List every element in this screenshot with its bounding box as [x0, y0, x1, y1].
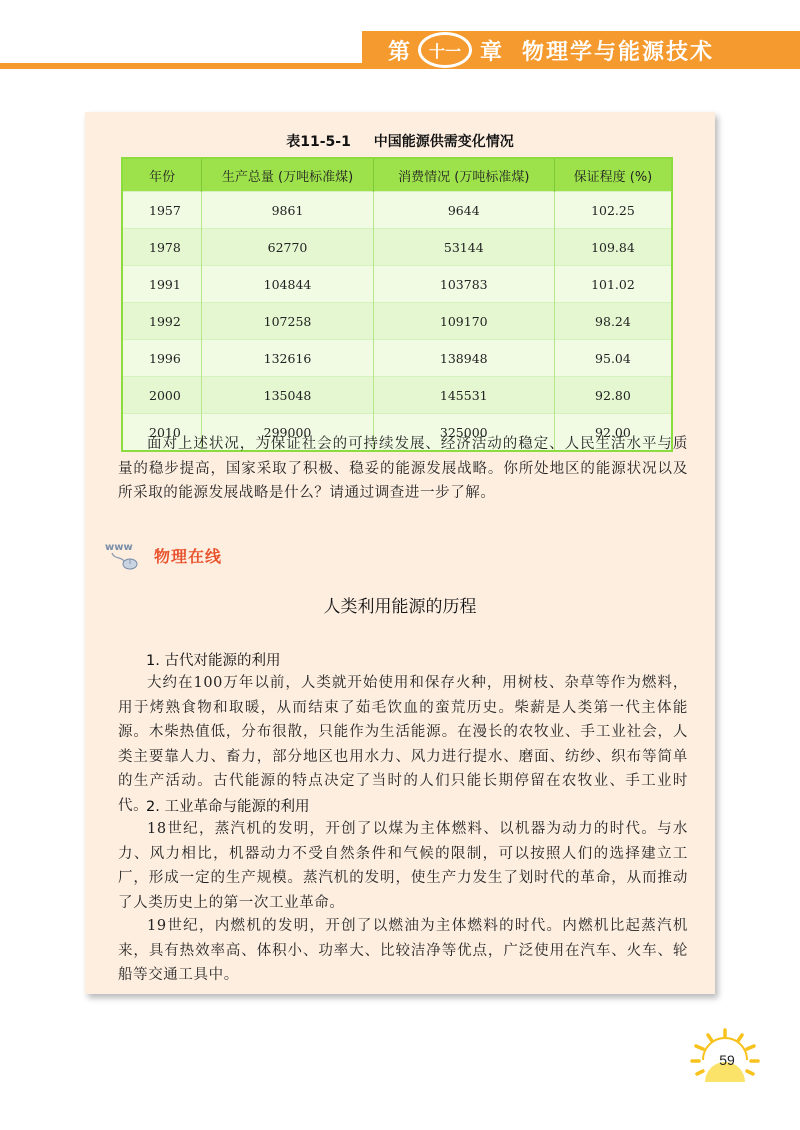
- cell-consumption: 138948: [373, 340, 554, 377]
- energy-supply-demand-table: [121, 157, 673, 452]
- cell-year: 1992: [122, 303, 202, 340]
- cell-guarantee: 98.24: [554, 303, 672, 340]
- table-row: [122, 192, 672, 229]
- cell-consumption: 109170: [373, 303, 554, 340]
- cell-guarantee: 109.84: [554, 229, 672, 266]
- cell-year: 2010: [122, 414, 202, 452]
- chapter-header: [388, 30, 714, 70]
- cell-year: 1996: [122, 340, 202, 377]
- section-1-text: 大约在100万年以前，人类就开始使用和保存火种，用树枝、杂草等作为燃料，用于烤熟食物和取暖，从而结束了茹毛饮血的蛮荒历史。柴薪是人类第一代主体能源。木柴热值低，分布很散，只能作为生活能源。在漫长的农牧业、手工业社会，人类主要靠人力、畜力，部分地区也用水力、风力进行提水、磨面、纺纱、织布等简单的生产活动。古代能源的特点决定了当时的人们只能长期停留在农牧业、手工业时代。: [118, 675, 688, 814]
- section-1-heading: 1. 古代对能源的利用: [146, 653, 281, 669]
- cell-year: 1978: [122, 229, 202, 266]
- table-caption-title: 中国能源供需变化情况: [373, 134, 514, 150]
- table-row: [122, 266, 672, 303]
- table-header-row: [122, 158, 672, 192]
- table-caption: [0, 131, 800, 151]
- cell-production: 104844: [202, 266, 373, 303]
- chapter-number-badge: 十一: [418, 32, 472, 68]
- table-row: [122, 377, 672, 414]
- section-2-text-1: 18世纪，蒸汽机的发明，开创了以煤为主体燃料、以机器为动力的时代。与水力、风力相比，机器动力不受自然条件和气候的限制，可以按照人们的选择建立工厂，形成一定的生产规模。蒸汽机的发明，使生产力发生了划时代的革命，从而推动了人类历史上的第一次工业革命。: [118, 821, 688, 911]
- page-number: 59: [719, 1052, 735, 1068]
- section-2-text-2: 19世纪，内燃机的发明，开创了以燃油为主体燃料的时代。内燃机比起蒸汽机来，具有热效率高、体积小、功率大、比较洁净等优点，广泛使用在汽车、火车、轮船等交通工具中。: [118, 918, 688, 983]
- cell-production: 9861: [202, 192, 373, 229]
- cell-guarantee: 95.04: [554, 340, 672, 377]
- physics-online-label: 物理在线: [154, 546, 223, 566]
- cell-guarantee: 102.25: [554, 192, 672, 229]
- chapter-title: 物理学与能源技术: [522, 38, 715, 65]
- chapter-suffix: 章: [480, 38, 503, 65]
- physics-online-banner: [104, 538, 222, 572]
- table-row: [122, 229, 672, 266]
- cell-consumption: 53144: [373, 229, 554, 266]
- article-title: 人类利用能源的历程: [323, 597, 477, 617]
- chapter-prefix: 第: [388, 38, 411, 65]
- table-caption-number: 表11-5-1: [286, 134, 351, 150]
- cell-production: 132616: [202, 340, 373, 377]
- col-header-consumption: 消费情况 (万吨标准煤): [373, 158, 554, 192]
- cell-production: 62770: [202, 229, 373, 266]
- svg-text:www: www: [105, 542, 133, 553]
- cell-consumption: 103783: [373, 266, 554, 303]
- www-mouse-icon: [104, 539, 148, 571]
- cell-year: 1991: [122, 266, 202, 303]
- cell-production: 107258: [202, 303, 373, 340]
- cell-production: 299000: [202, 414, 373, 452]
- cell-guarantee: 101.02: [554, 266, 672, 303]
- col-header-year: 年份: [122, 158, 202, 192]
- cell-consumption: 145531: [373, 377, 554, 414]
- cell-guarantee: 92.80: [554, 377, 672, 414]
- intro-paragraph: 面对上述状况，为保证社会的可持续发展、经济活动的稳定、人民生活水平与质量的稳步提高，国家采取了积极、稳妥的能源发展战略。你所处地区的能源状况以及所采取的能源发展战略是什么？请通过调查进一步了解。: [118, 436, 688, 501]
- cell-production: 135048: [202, 377, 373, 414]
- cell-guarantee: 92.00: [554, 414, 672, 452]
- table-row: [122, 303, 672, 340]
- table-row: [122, 340, 672, 377]
- cell-year: 1957: [122, 192, 202, 229]
- cell-consumption: 325000: [373, 414, 554, 452]
- section-2-heading: 2. 工业革命与能源的利用: [146, 799, 310, 815]
- cell-consumption: 9644: [373, 192, 554, 229]
- col-header-production: 生产总量 (万吨标准煤): [202, 158, 373, 192]
- col-header-guarantee: 保证程度 (%): [554, 158, 672, 192]
- cell-year: 2000: [122, 377, 202, 414]
